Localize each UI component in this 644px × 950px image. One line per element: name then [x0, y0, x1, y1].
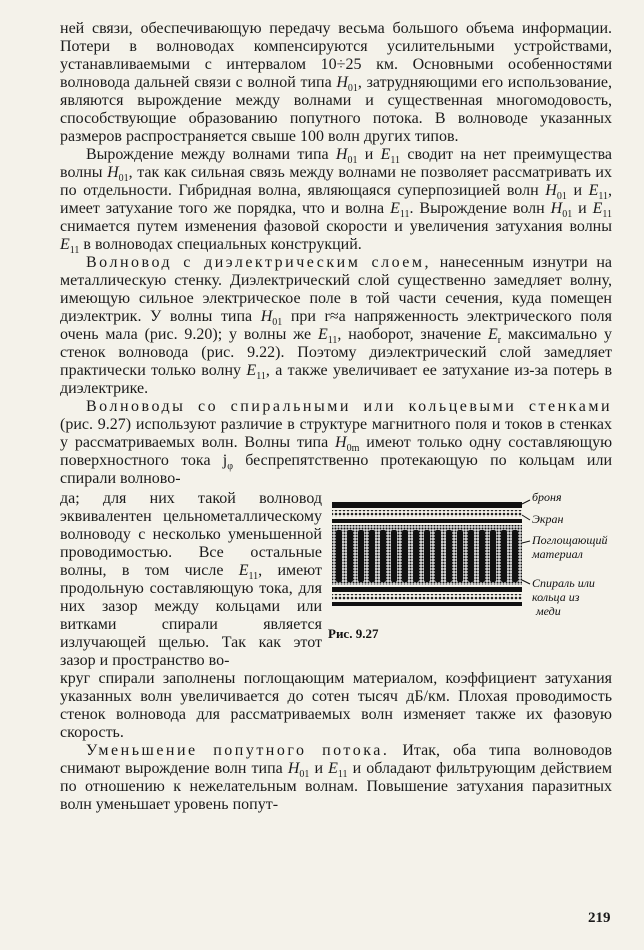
sub-01: 01 — [562, 209, 573, 221]
sym-e: E — [60, 236, 70, 253]
spiral-rings — [336, 530, 518, 582]
sub-11: 11 — [390, 155, 401, 167]
sub-11: 11 — [399, 209, 410, 221]
spiral-ring — [380, 530, 386, 582]
spiral-ring — [413, 530, 419, 582]
sym-h: H — [260, 308, 273, 325]
sub-11: 11 — [69, 245, 80, 257]
sym-e: E — [238, 562, 249, 579]
p2-c: сводит на нет преимущества волны — [60, 146, 613, 181]
p4-heading: Волноводы со спиральными или кольцевыми стенками — [86, 398, 612, 415]
spiral-ring — [402, 530, 408, 582]
p2-e: и — [573, 182, 582, 199]
p1-subscript: 01 — [347, 83, 358, 95]
sym-er: E — [487, 326, 498, 343]
paragraph-5 — [60, 742, 612, 814]
p1-symbol: H — [336, 74, 348, 91]
label-spiral-3: меди — [536, 604, 561, 618]
sub-11: 11 — [337, 769, 348, 781]
p5-c: и обладают фильтрующим действием по отношению к нежелательным волнам. Повышение затухания паразитных волн уменьшает уровень попут- — [60, 760, 612, 813]
spiral-ring — [468, 530, 474, 582]
sub-11: 11 — [598, 191, 609, 203]
p3-a: нанесенным изнутри на металлическую стенку. Диэлектрический слой существенно замедляет волну, имеющую сильное электрическое поле в той части сечения, куда помещен диэлектрик. У волны типа — [60, 254, 613, 325]
spiral-ring — [457, 530, 463, 582]
p3-d: максимально у стенок волновода (рис. 9.22). Поэтому диэлектрический слой замедляет практически только волну — [60, 326, 612, 379]
sym-e: E — [588, 182, 599, 199]
paragraph-1 — [60, 20, 612, 146]
sub-01: 01 — [347, 155, 358, 167]
label-armor: броня — [532, 490, 562, 504]
spiral-ring — [336, 530, 342, 582]
spiral-ring — [358, 530, 364, 582]
label-screen: Экран — [532, 512, 564, 526]
p1-tail: , затрудняющими его использование, являются вырождение между волнами и существенная многомодовость, способствующие образованию попутного потока. В волноводе указанных размеров распространяется свыше 100 волн других типов. — [60, 74, 612, 145]
screen-bottom — [332, 587, 522, 606]
p5-heading: Уменьшение попутного потока. — [86, 742, 390, 759]
sym-h: H — [287, 760, 300, 777]
figure-wrap-text — [60, 490, 322, 670]
sub-01: 01 — [556, 191, 567, 203]
p3-b: при r≈a напряженность электрического поля очень мала (рис. 9.20); у волны же — [60, 308, 613, 343]
sub-11: 11 — [256, 371, 266, 383]
sub-phi: φ — [227, 461, 233, 473]
sub-0m: 0m — [346, 443, 360, 455]
spiral-ring — [479, 530, 485, 582]
p3-e: , а также увеличивает ее затухание из-за потерь в диэлектрике. — [60, 362, 613, 397]
p4-c: беспрепятственно протекающую по кольцам или спирали волново- — [60, 452, 613, 487]
page-body — [60, 20, 612, 814]
sym-h: H — [335, 434, 347, 451]
p4-left2: , имеют продольную составляющую тока, для них зазор между кольцами или витками спирали является излучающей щелью. Так как этот зазор и пространство во- — [60, 562, 322, 669]
sym-e: E — [592, 200, 603, 217]
p5-b: и — [314, 760, 324, 777]
spiral-ring — [435, 530, 441, 582]
figure-caption: Рис. 9.27 — [328, 626, 379, 641]
p4-left: да; для них такой волновод эквивалентен цельнометаллическому волноводу с несколько уменьшенной проводимостью. Все остальные волны, в том числе — [60, 490, 322, 579]
sym-e: E — [246, 362, 257, 379]
paragraph-2 — [60, 146, 613, 257]
p2-f: , имеет затухание того же порядка, что и волна — [60, 182, 613, 217]
sym-h: H — [335, 146, 348, 163]
sub-01: 01 — [272, 317, 283, 329]
p2-a: Вырождение между волнами типа — [86, 146, 329, 163]
p3-c: , наоборот, значение — [337, 326, 482, 343]
sub-r: r — [497, 335, 502, 347]
p2-h: и — [578, 200, 587, 217]
spiral-ring — [490, 530, 496, 582]
p2-d: , так как сильная связь между волнами не позволяет рассматривать их по отдельности. Гибридная волна, являющаяся суперпозицией волн — [60, 164, 612, 199]
page-number: 219 — [588, 910, 611, 926]
p2-b: и — [364, 146, 374, 163]
spiral-ring — [512, 530, 518, 582]
spiral-ring — [424, 530, 430, 582]
sym-e: E — [328, 760, 338, 777]
leader-lines — [522, 500, 530, 584]
p5-a: Итак, оба типа волноводов снимают вырождение волн типа — [60, 742, 612, 777]
spiral-ring — [501, 530, 507, 582]
sub-01: 01 — [299, 769, 310, 781]
figure-block — [60, 488, 612, 670]
p2-j: в волноводах специальных конструкций. — [83, 236, 362, 253]
sym-h: H — [550, 200, 563, 217]
p4-cont: круг спирали заполнены поглощающим материалом, коэффициент затухания указанных волн увеличивается до сотен тысяч дБ/км. Плохая проводимость стенок волновода для рассматриваемых волн изменяет также их фазовую скорость. — [60, 670, 612, 741]
sub-11: 11 — [248, 571, 259, 583]
sym-e: E — [390, 200, 400, 217]
p4-b: имеют только одну составляющую поверхностного тока j — [60, 434, 613, 469]
label-absorber-2: материал — [532, 547, 583, 561]
sym-h: H — [545, 182, 557, 199]
sub-11: 11 — [602, 209, 613, 221]
sym-e: E — [317, 326, 328, 343]
p4-a: (рис. 9.27) используют различие в структуре магнитного поля и токов в стенках у рассматриваемых волн. Волны типа — [60, 416, 612, 451]
figure-9-27 — [322, 488, 612, 650]
sub-11: 11 — [327, 335, 338, 347]
sym-h: H — [107, 164, 119, 181]
paragraph-4-continued — [60, 670, 612, 742]
p2-g: . Вырождение волн — [409, 200, 545, 217]
sym-e: E — [380, 146, 391, 163]
paragraph-3 — [60, 254, 612, 398]
p2-i: снимается путем изменения фазовой скорости и увеличения затухания волны — [60, 218, 612, 235]
spiral-ring — [391, 530, 397, 582]
label-spiral-1: Спираль или — [532, 576, 595, 590]
spiral-ring — [347, 530, 353, 582]
label-spiral-2: кольца из — [532, 590, 580, 604]
label-absorber-1: Поглощающий — [532, 533, 608, 547]
sub-01: 01 — [118, 173, 129, 185]
paragraph-4 — [60, 398, 612, 488]
waveguide-cross-section-figure — [322, 488, 612, 650]
armor-top — [332, 502, 522, 523]
spiral-ring — [369, 530, 375, 582]
p3-heading: Волновод с диэлектрическим слоем, — [86, 254, 432, 271]
p1-text: ней связи, обеспечивающую передачу весьма большого объема информации. Потери в волноводах компенсируются усилительными устройствами, устанавливаемыми с интервалом 10÷25 км. Основными особенностями волновода дальней связи с волной типа — [60, 20, 612, 91]
spiral-ring — [446, 530, 452, 582]
